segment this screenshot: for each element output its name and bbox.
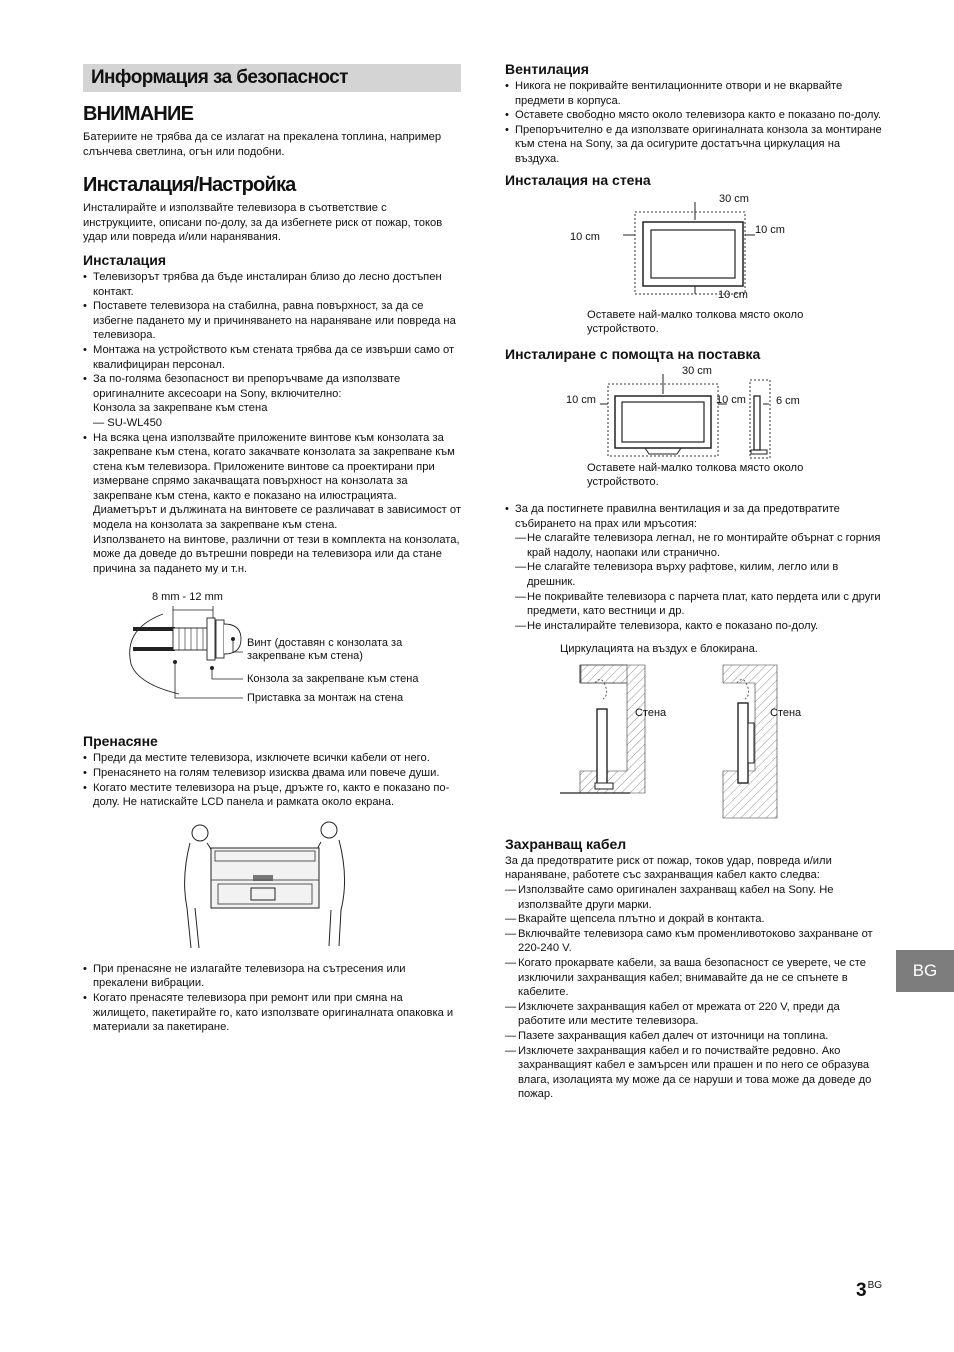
- list-item: • Препоръчително е да използвате оригиналната конзола за монтиране към стена на Sony, за да осигурите достатъчна циркулация на въздуха.: [505, 123, 887, 167]
- dimension-label: 8 mm - 12 mm: [152, 591, 223, 604]
- caution-text: Батериите не трябва да се излагат на прекалена топлина, например слънчева светлина, огън или подобни.: [83, 131, 442, 158]
- stand-install-heading: Инсталиране с помощта на поставка: [505, 345, 761, 362]
- bracket-label: Конзола за закрепване към стена: [247, 673, 419, 686]
- list-item: • Телевизорът трябва да бъде инсталиран близо до лесно достъпен контакт.: [83, 270, 461, 299]
- list-item: — Пазете захранващия кабел далеч от източници на топлина.: [505, 1029, 887, 1044]
- stand-top-label: 30 cm: [682, 364, 712, 377]
- list-item: • При пренасяне не излагайте телевизора на сътресения или прекалени вибрации.: [83, 962, 461, 991]
- page-number-suffix: BG: [867, 1280, 883, 1291]
- accessory-text: За по-голяма безопасност ви препоръчваме да използвате оригиналните аксесоари на Sony, включително:: [93, 373, 401, 400]
- wall-right-label: 10 cm: [755, 223, 785, 236]
- attachment-label: Приставка за монтаж на стена: [247, 692, 404, 705]
- wall-label-1: Стена: [635, 706, 667, 719]
- list-item: [83, 431, 461, 577]
- list-item: — Не слагайте телевизора легнал, не го монтирайте обърнат с горния край надолу, наопаки или странично.: [505, 531, 887, 560]
- list-item: — Вкарайте щепсела плътно и докрай в контакта.: [505, 912, 887, 927]
- wall-clearance-diagram: [505, 190, 887, 302]
- carrying-heading: Пренасяне: [83, 733, 158, 750]
- vent-item-text: За да постигнете правилна вентилация и за да предотвратите събирането на прах или мръсотия:: [515, 502, 840, 530]
- wall-label-2: Стена: [770, 706, 802, 719]
- list-item: • Поставете телевизора на стабилна, равна повърхност, за да се избегне падането му и причиняването на нараняване или повреда на телевизора.: [83, 299, 461, 343]
- list-item: • Когато местите телевизора на ръце, дръжте го, както е показано по-долу. Не натискайте LCD панела и рамката около екрана.: [83, 781, 461, 810]
- language-tab: BG: [896, 950, 954, 992]
- carrying-list: [83, 751, 461, 809]
- installation-list: [83, 270, 461, 576]
- list-item: — Изключете захранващия кабел и го почиствайте редовно. Ако захранващият кабел е замърсен или прашен и по него се образува влага, изолацията му може да се наруши и това може да доведе до пожар.: [505, 1044, 887, 1102]
- stand-caption: Оставете най-малко толкова място около устройството.: [587, 461, 804, 489]
- stand-clearance-figure: [505, 364, 887, 464]
- ventilation-list: [505, 79, 887, 167]
- wall-top-label: 30 cm: [719, 192, 749, 205]
- blocked-caption: Циркулацията на въздух е блокирана.: [560, 643, 758, 656]
- caution-title: ВНИМАНИЕ: [83, 103, 194, 125]
- stand-right-label: 10 cm: [716, 393, 746, 406]
- list-item: • Оставете свободно място около телевизора както е показано по-долу.: [505, 108, 887, 123]
- stand-clearance-diagram: [505, 364, 887, 464]
- power-cord-heading: Захранващ кабел: [505, 835, 627, 852]
- screw-label: Винт (доставян с конзолата за закрепване към стена): [247, 637, 403, 663]
- wall-bottom-label: 10 cm: [718, 288, 748, 301]
- accessory-bracket: Конзола за закрепване към стена: [93, 402, 268, 415]
- screw-figure: [83, 584, 461, 724]
- list-item: • Когато пренасяте телевизора при ремонт или при смяна на жилището, пакетирайте го, като използвате оригиналната опаковка и материали за пакетиране.: [83, 991, 461, 1035]
- list-item: — Изключете захранващия кабел от мрежата от 220 V, преди да работите или местите телевизора.: [505, 1000, 887, 1029]
- wall-caption: Оставете най-малко толкова място около устройството.: [587, 308, 804, 336]
- list-item: [83, 372, 461, 430]
- ventilation-heading: Вентилация: [505, 61, 589, 77]
- stand-back-label: 6 cm: [776, 394, 800, 407]
- section-banner: Информация за безопасност: [83, 64, 461, 92]
- screws-text: На всяка цена използвайте приложените винтове към конзолата за закрепване към стена, когато закачвате конзолата за закрепване към стена към телевизора. Приложените винтове са проектирани при измерване спрямо закачващата повърхност на конзолата за закрепване към стена, както е показано на илюстрацията. Диаметърът и дължината на винтовете се различават в зависимост от модела на конзолата за закрепване към стена.: [93, 431, 461, 532]
- list-item: — Използвайте само оригинален захранващ кабел на Sony. Не използвайте други марки.: [505, 883, 887, 912]
- wall-left-label: 10 cm: [570, 230, 600, 243]
- list-item: • Преди да местите телевизора, изключете всички кабели от него.: [83, 751, 461, 766]
- list-item: [505, 502, 887, 531]
- install-title: Инсталация/Настройка: [83, 174, 296, 197]
- screws-text-cont: Използването на винтове, различни от тези в комплекта на конзолата, може да доведе до вътрешни повреди на телевизора или да стане причина за падането му и т.н.: [93, 533, 460, 575]
- carrying-figure: [83, 818, 461, 958]
- wall-clearance-figure: [505, 190, 887, 302]
- vent-list: [505, 502, 887, 531]
- power-intro: За да предотвратите риск от пожар, токов удар, повреда и/или нараняване, работете със захранващия кабел както следва:: [505, 854, 832, 882]
- page-number-value: 3: [856, 1280, 867, 1301]
- left-column: [83, 58, 461, 1035]
- carrying-illustration: [83, 818, 461, 958]
- wall-install-heading: Инсталация на стена: [505, 171, 651, 188]
- list-item: • Пренасянето на голям телевизор изисква двама или повече души.: [83, 766, 461, 781]
- installation-heading: Инсталация: [83, 251, 167, 268]
- install-intro: Инсталирайте и използвайте телевизора в съответствие с инструкциите, описани по-долу, за да избегнете риск от пожар, токов удар или повреда и/или наранявания.: [83, 202, 443, 244]
- list-item: — Включвайте телевизора само към променливотоково захранване от 220-240 V.: [505, 927, 887, 956]
- right-column: [505, 58, 887, 1102]
- list-item: — Не слагайте телевизора върху рафтове, килим, легло или в дрешник.: [505, 560, 887, 589]
- list-item: • Монтажа на устройството към стената трябва да се извърши само от квалифициран персонал.: [83, 343, 461, 372]
- blocked-air-figure: [505, 663, 887, 823]
- power-list: [505, 883, 887, 1102]
- carrying-list-2: [83, 962, 461, 1035]
- accessory-model: — SU-WL450: [93, 416, 163, 429]
- page-number: [856, 1280, 882, 1302]
- stand-left-label: 10 cm: [566, 393, 596, 406]
- blocked-air-diagram: [505, 663, 887, 823]
- list-item: — Не инсталирайте телевизора, както е показано по-долу.: [505, 619, 887, 634]
- list-item: • Никога не покривайте вентилационните отвори и не вкарвайте предмети в корпуса.: [505, 79, 887, 108]
- list-item: — Не покривайте телевизора с парчета плат, като пердета или с други предмети, като вестници и др.: [505, 590, 887, 619]
- list-item: — Когато прокарвате кабели, за ваша безопасност се уверете, че сте изключили захранващия кабел; внимавайте да не се спънете в кабелите.: [505, 956, 887, 1000]
